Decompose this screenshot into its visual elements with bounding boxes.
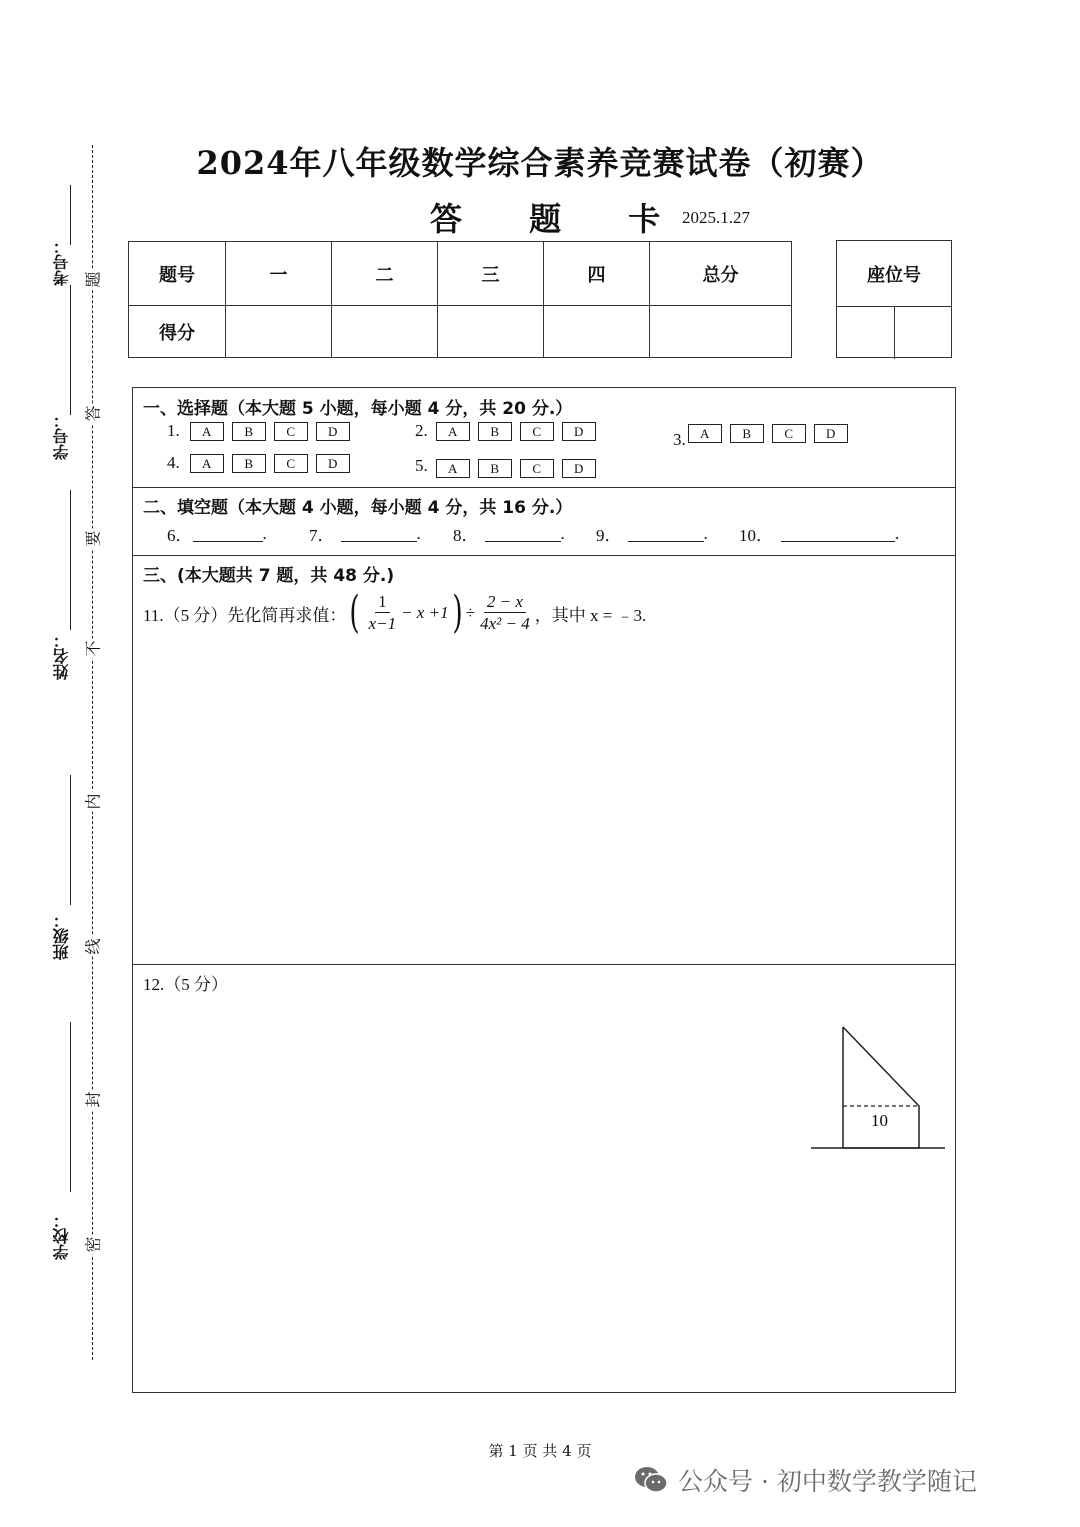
choice-question-2 <box>415 421 604 441</box>
watermark-text: 公众号 · 初中数学教学随记 <box>678 1467 977 1496</box>
page-title: 2024年八年级数学综合素养竞赛试卷（初赛） <box>196 144 884 182</box>
seal-char: 密 <box>81 1235 104 1255</box>
exam-date: 2025.1.27 <box>682 208 750 227</box>
field-class-label: 班级： <box>52 912 71 960</box>
fill-question-10 <box>739 521 899 546</box>
seat-number-box <box>836 240 952 358</box>
section-fill-heading: 二、填空题（本大题 4 小题，每小题 4 分，共 16 分.） <box>143 498 573 518</box>
field-school-line <box>70 1022 71 1192</box>
seal-char: 线 <box>81 937 104 957</box>
option-c[interactable]: C <box>520 422 554 441</box>
field-exam-number-label: 考号： <box>52 238 71 286</box>
question-number: 1. <box>167 421 180 440</box>
blank-end: . <box>560 523 565 543</box>
seat-number-cell[interactable] <box>837 307 895 359</box>
question-number: 4. <box>167 453 180 472</box>
q12-prefix: 12.（5 分） <box>143 975 228 994</box>
page-subtitle: 答 题 卡 <box>430 200 689 238</box>
question-number: 3. <box>673 430 686 449</box>
section-solve-q12 <box>133 964 955 1392</box>
q11-divide: ÷ <box>465 603 476 622</box>
blank-end: . <box>416 523 421 543</box>
option-a[interactable]: A <box>436 422 470 441</box>
q11-mid: − x +1 <box>401 603 449 622</box>
question-number: 10． <box>739 526 773 545</box>
field-school-label: 学校： <box>52 1212 71 1260</box>
section-choice <box>133 388 955 488</box>
field-name-line <box>70 490 71 630</box>
option-d[interactable]: D <box>562 459 596 478</box>
option-c[interactable]: C <box>520 459 554 478</box>
seal-char: 答 <box>81 404 104 424</box>
seal-char: 要 <box>81 529 104 549</box>
section-solve-heading: 三、(本大题共 7 题，共 48 分.) <box>143 566 395 586</box>
question-number: 6． <box>167 526 193 545</box>
answer-blank[interactable] <box>485 525 561 542</box>
fraction-denominator: 4x² − 4 <box>480 613 530 633</box>
fill-question-8 <box>453 521 565 546</box>
score-input-cell[interactable] <box>544 306 650 358</box>
seal-dashed-line <box>92 145 93 1360</box>
answer-blank[interactable] <box>628 525 704 542</box>
blank-end: . <box>703 523 708 543</box>
field-name-label: 姓名： <box>52 632 71 680</box>
option-a[interactable]: A <box>190 454 224 473</box>
option-b[interactable]: B <box>730 424 764 443</box>
option-d[interactable]: D <box>562 422 596 441</box>
q11-fraction-2 <box>477 592 533 635</box>
q11-answer-space[interactable] <box>143 655 943 955</box>
q11-suffix: ，其中 x = ﹣3. <box>534 605 647 625</box>
option-d[interactable]: D <box>814 424 848 443</box>
blank-end: . <box>895 523 900 543</box>
seal-char: 题 <box>81 270 104 290</box>
choice-question-3 <box>673 416 856 450</box>
question-number: 2. <box>415 421 428 440</box>
option-c[interactable]: C <box>274 422 308 441</box>
score-row-label: 得分 <box>129 306 226 358</box>
section-fill <box>133 487 955 556</box>
right-paren: ) <box>452 587 463 638</box>
seal-char: 不 <box>81 639 104 659</box>
question-number: 8． <box>453 526 479 545</box>
option-b[interactable]: B <box>232 454 266 473</box>
field-exam-number-line <box>70 185 71 245</box>
field-class-line <box>70 775 71 905</box>
score-input-cell[interactable] <box>226 306 332 358</box>
score-header-cell: 一 <box>226 242 332 306</box>
q12-answer-space[interactable] <box>143 1004 783 1374</box>
option-c[interactable]: C <box>772 424 806 443</box>
section-choice-heading: 一、选择题（本大题 5 小题，每小题 4 分，共 20 分.） <box>143 399 573 419</box>
left-paren: ( <box>349 587 361 638</box>
fraction-numerator: 2 − x <box>484 592 526 613</box>
q12-figure <box>809 1024 949 1154</box>
fraction-numerator: 1 <box>375 592 390 613</box>
score-input-cell[interactable] <box>332 306 438 358</box>
question-number: 9． <box>596 526 622 545</box>
answer-area <box>132 387 956 1393</box>
answer-blank[interactable] <box>781 525 895 542</box>
option-b[interactable]: B <box>232 422 266 441</box>
answer-blank[interactable] <box>341 525 417 542</box>
question-number: 5. <box>415 455 428 475</box>
answer-blank[interactable] <box>193 525 263 542</box>
option-a[interactable]: A <box>688 424 722 443</box>
seal-char: 封 <box>81 1090 104 1110</box>
fill-question-6 <box>167 521 267 546</box>
score-header-cell: 题号 <box>129 242 226 306</box>
choice-question-5 <box>415 453 604 478</box>
page-footer: 第 1 页 共 4 页 <box>488 1442 592 1460</box>
wechat-icon <box>634 1465 668 1495</box>
option-a[interactable]: A <box>436 459 470 478</box>
question-11 <box>143 587 646 639</box>
figure-label: 10 <box>871 1111 888 1130</box>
watermark <box>634 1462 977 1498</box>
score-table <box>128 241 792 358</box>
option-b[interactable]: B <box>478 422 512 441</box>
score-input-cell[interactable] <box>650 306 792 358</box>
option-d[interactable]: D <box>316 422 350 441</box>
fill-question-7 <box>309 521 421 546</box>
score-header-cell: 三 <box>438 242 544 306</box>
seat-number-label: 座位号 <box>837 241 951 307</box>
section-solve-q11 <box>133 555 955 965</box>
field-student-number-label: 学号： <box>52 412 71 460</box>
option-c[interactable]: C <box>274 454 308 473</box>
fill-question-9 <box>596 521 708 546</box>
score-header-cell: 四 <box>544 242 650 306</box>
choice-question-1 <box>167 421 358 441</box>
q11-fraction-1 <box>366 592 400 635</box>
seat-number-cell[interactable] <box>895 307 952 359</box>
q11-prefix: 11.（5 分）先化简再求值： <box>143 605 347 625</box>
option-b[interactable]: B <box>478 459 512 478</box>
score-header-cell: 总分 <box>650 242 792 306</box>
seal-char: 内 <box>81 792 104 812</box>
blank-end: . <box>262 523 267 543</box>
question-number: 7． <box>309 526 335 545</box>
option-a[interactable]: A <box>190 422 224 441</box>
fraction-denominator: x−1 <box>368 613 397 633</box>
score-header-cell: 二 <box>332 242 438 306</box>
score-input-cell[interactable] <box>438 306 544 358</box>
option-d[interactable]: D <box>316 454 350 473</box>
choice-question-4 <box>167 453 358 473</box>
field-student-number-line <box>70 285 71 415</box>
